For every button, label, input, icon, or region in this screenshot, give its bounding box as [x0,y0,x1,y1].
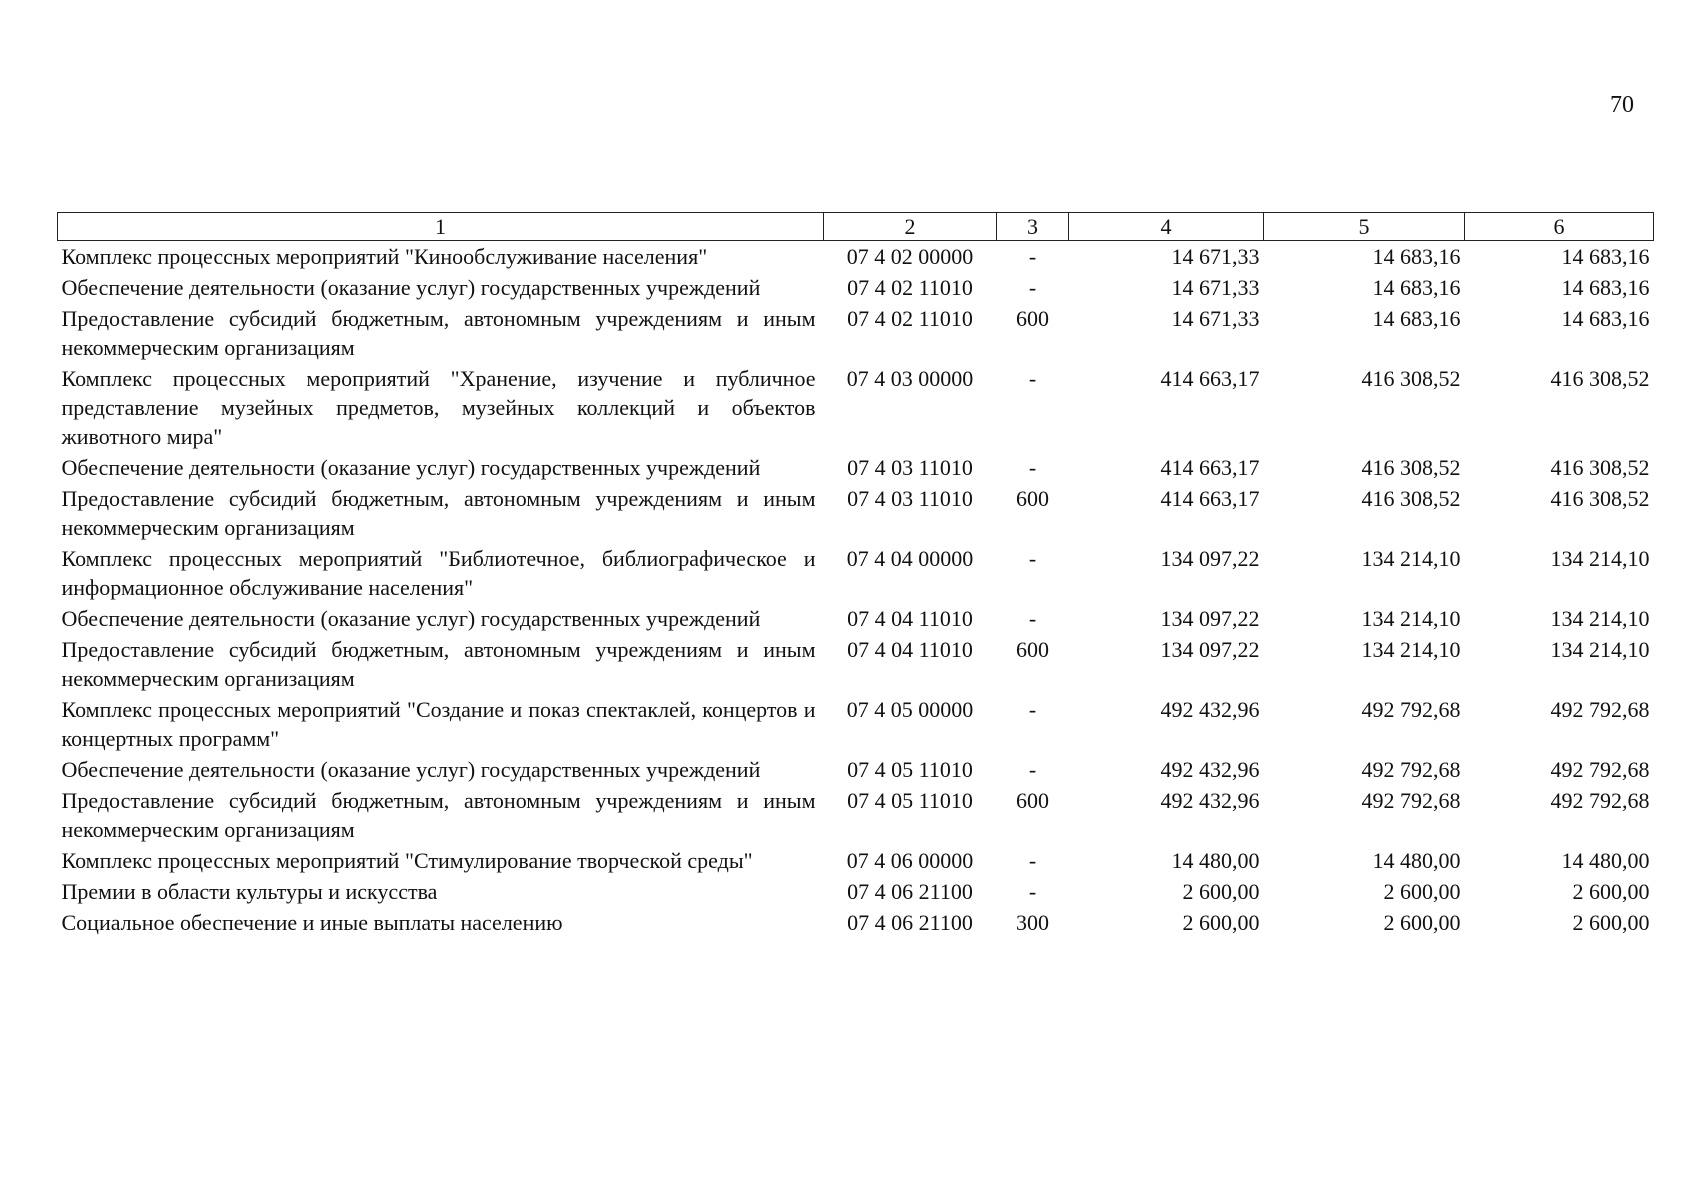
row-expense-type: - [1028,848,1037,873]
row-code: 07 4 05 00000 [846,697,974,722]
row-value-col4: 134 097,22 [1160,546,1260,571]
row-expense-type: - [1028,366,1037,391]
row-code: 07 4 03 11010 [847,486,973,511]
row-expense-type: 600 [1016,788,1049,813]
column-header-1: 1 [58,213,824,241]
budget-table [57,212,1654,938]
row-value-col4: 14 671,33 [1171,306,1260,331]
row-name: Социальное обеспечение и иные выплаты населению [61,910,563,935]
row-expense-type: - [1028,275,1037,300]
row-code: 07 4 04 11010 [847,606,973,631]
row-code: 07 4 06 00000 [846,848,974,873]
row-value-col6: 492 792,68 [1550,788,1650,813]
row-value-col6: 14 480,00 [1561,848,1650,873]
row-value-col6: 416 308,52 [1550,455,1650,480]
row-value-col5: 14 480,00 [1372,848,1461,873]
row-code: 07 4 06 21100 [847,910,973,935]
row-value-col5: 134 214,10 [1361,606,1461,631]
row-expense-type: - [1028,757,1037,782]
row-code: 07 4 05 11010 [847,757,973,782]
table-row [58,876,1654,907]
column-header-3: 3 [997,213,1069,241]
row-value-col6: 492 792,68 [1550,697,1650,722]
table-row [58,754,1654,785]
row-value-col5: 492 792,68 [1361,788,1461,813]
row-value-col6: 134 214,10 [1550,606,1650,631]
row-value-col6: 492 792,68 [1550,757,1650,782]
row-value-col4: 492 432,96 [1160,697,1260,722]
row-value-col5: 2 600,00 [1383,879,1461,904]
row-name: Комплекс процессных мероприятий "Стимулирование творческой среды" [61,848,753,873]
table-row [58,303,1654,363]
row-name: Комплекс процессных мероприятий "Кинообслуживание населения" [61,244,708,269]
row-name: Обеспечение деятельности (оказание услуг) государственных учреждений [61,606,761,631]
row-name: Комплекс процессных мероприятий "Создание и показ спектаклей, концертов и концертных программ" [61,697,816,751]
row-value-col6: 14 683,16 [1561,275,1650,300]
row-value-col4: 134 097,22 [1160,606,1260,631]
table-body [58,241,1654,939]
row-expense-type: 600 [1016,306,1049,331]
row-code: 07 4 04 00000 [846,546,974,571]
column-header-2: 2 [824,213,997,241]
row-name: Обеспечение деятельности (оказание услуг) государственных учреждений [61,455,761,480]
row-value-col6: 2 600,00 [1572,910,1650,935]
row-value-col4: 134 097,22 [1160,637,1260,662]
table-row [58,543,1654,603]
row-expense-type: - [1028,546,1037,571]
table-row [58,845,1654,876]
row-value-col5: 134 214,10 [1361,637,1461,662]
row-value-col6: 2 600,00 [1572,879,1650,904]
table-row [58,483,1654,543]
row-code: 07 4 04 11010 [847,637,973,662]
row-value-col4: 492 432,96 [1160,757,1260,782]
row-name: Комплекс процессных мероприятий "Библиотечное, библиографическое и информационное обслуживание населения" [61,546,816,600]
row-value-col6: 14 683,16 [1561,306,1650,331]
row-expense-type: - [1028,697,1037,722]
row-name: Предоставление субсидий бюджетным, автономным учреждениям и иным некоммерческим организациям [61,788,816,842]
row-code: 07 4 02 11010 [847,306,973,331]
column-header-6: 6 [1465,213,1654,241]
row-code: 07 4 05 11010 [847,788,973,813]
row-value-col4: 414 663,17 [1160,366,1260,391]
table-row [58,603,1654,634]
row-value-col4: 14 480,00 [1171,848,1260,873]
row-value-col4: 14 671,33 [1171,244,1260,269]
row-name: Обеспечение деятельности (оказание услуг) государственных учреждений [61,757,761,782]
row-name: Обеспечение деятельности (оказание услуг) государственных учреждений [61,275,761,300]
row-value-col4: 414 663,17 [1160,486,1260,511]
row-value-col6: 134 214,10 [1550,637,1650,662]
row-expense-type: - [1028,455,1037,480]
row-value-col5: 134 214,10 [1361,546,1461,571]
row-value-col4: 492 432,96 [1160,788,1260,813]
row-value-col5: 416 308,52 [1361,455,1461,480]
row-code: 07 4 03 00000 [846,366,974,391]
row-expense-type: 300 [1016,910,1049,935]
row-name: Предоставление субсидий бюджетным, автономным учреждениям и иным некоммерческим организациям [61,306,816,360]
table-row [58,452,1654,483]
row-value-col6: 416 308,52 [1550,366,1650,391]
row-value-col4: 14 671,33 [1171,275,1260,300]
row-expense-type: 600 [1016,486,1049,511]
row-value-col5: 14 683,16 [1372,244,1461,269]
row-code: 07 4 02 11010 [847,275,973,300]
column-header-5: 5 [1264,213,1465,241]
row-code: 07 4 02 00000 [846,244,974,269]
row-value-col5: 492 792,68 [1361,697,1461,722]
table-row [58,634,1654,694]
row-name: Комплекс процессных мероприятий "Хранение, изучение и публичное представление музейных предметов, музейных коллекций и объектов животного мира" [61,366,816,449]
row-value-col4: 2 600,00 [1182,910,1260,935]
row-value-col4: 414 663,17 [1160,455,1260,480]
row-value-col5: 492 792,68 [1361,757,1461,782]
row-name: Предоставление субсидий бюджетным, автономным учреждениям и иным некоммерческим организациям [61,486,816,540]
row-code: 07 4 03 11010 [847,455,973,480]
row-expense-type: 600 [1016,637,1049,662]
row-expense-type: - [1028,879,1037,904]
row-value-col4: 2 600,00 [1182,879,1260,904]
row-value-col5: 14 683,16 [1372,275,1461,300]
row-value-col6: 134 214,10 [1550,546,1650,571]
row-name: Премии в области культуры и искусства [61,879,438,904]
row-value-col5: 2 600,00 [1383,910,1461,935]
column-header-4: 4 [1069,213,1264,241]
row-value-col6: 416 308,52 [1550,486,1650,511]
row-code: 07 4 06 21100 [847,879,973,904]
row-value-col5: 416 308,52 [1361,366,1461,391]
table-row [58,363,1654,452]
table-row [58,272,1654,303]
table-row [58,694,1654,754]
table-header [58,213,1654,241]
table-row [58,241,1654,273]
row-value-col6: 14 683,16 [1561,244,1650,269]
table-row [58,785,1654,845]
header-row [58,213,1654,241]
row-value-col5: 416 308,52 [1361,486,1461,511]
page-number: 70 [1610,92,1634,118]
row-expense-type: - [1028,244,1037,269]
row-value-col5: 14 683,16 [1372,306,1461,331]
row-expense-type: - [1028,606,1037,631]
table-row [58,907,1654,938]
row-name: Предоставление субсидий бюджетным, автономным учреждениям и иным некоммерческим организациям [61,637,816,691]
